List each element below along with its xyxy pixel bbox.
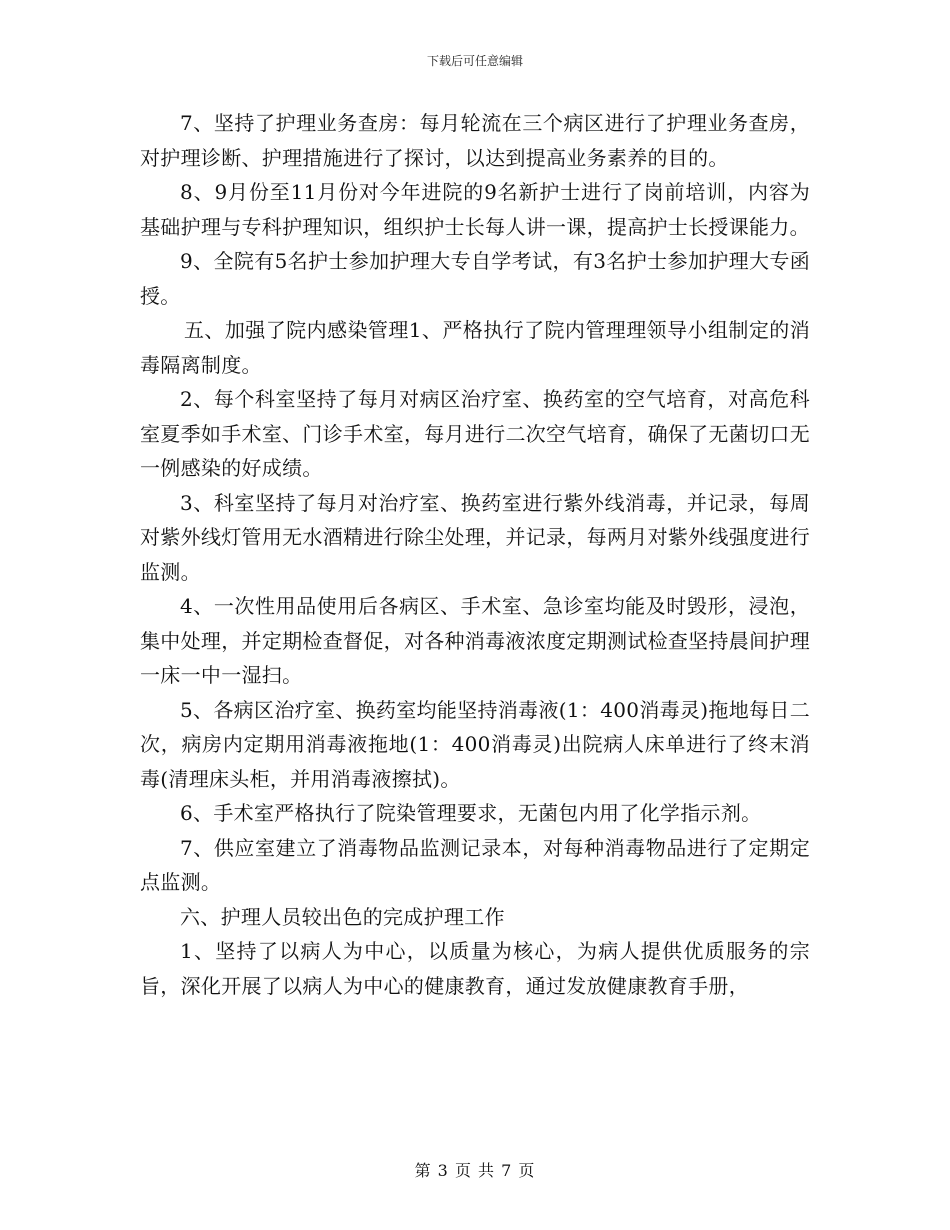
paragraph-item-1-patient-centered: 1、坚持了以病人为中心，以质量为核心，为病人提供优质服务的宗旨，深化开展了以病人为中心的健康教育，通过发放健康教育手册， bbox=[140, 939, 810, 998]
paragraph-item-2-air-culture: 2、每个科室坚持了每月对病区治疗室、换药室的空气培育，对高危科室夏季如手术室、门诊手术室，每月进行二次空气培育，确保了无菌切口无一例感染的好成绩。 bbox=[140, 387, 810, 480]
page-number-footer: 第 3 页 共 7 页 bbox=[414, 1161, 536, 1180]
paragraph-item-3-uv-disinfection: 3、科室坚持了每月对治疗室、换药室进行紫外线消毒，并记录，每周对紫外线灯管用无水酒精进行除尘处理，并记录，每两月对紫外线强度进行监测。 bbox=[140, 490, 810, 584]
paragraph-item-9-college-exams: 9、全院有5名护士参加护理大专自学考试，有3名护士参加护理大专函授。 bbox=[140, 249, 810, 308]
document-body bbox=[140, 106, 810, 1003]
page-header-note: 下载后可任意编辑 bbox=[426, 54, 523, 68]
paragraph-section-5-infection-control: 五、加强了院内感染管理1、严格执行了院内管理理领导小组制定的消毒隔离制度。 bbox=[140, 318, 810, 377]
paragraph-item-8-new-nurse-training: 8、9月份至11月份对今年进院的9名新护士进行了岗前培训，内容为基础护理与专科护理知识，组织护士长每人讲一课，提高护士长授课能力。 bbox=[140, 180, 810, 239]
paragraph-item-7-supply-monitoring: 7、供应室建立了消毒物品监测记录本，对每种消毒物品进行了定期定点监测。 bbox=[140, 835, 810, 894]
paragraph-item-4-disposables: 4、一次性用品使用后各病区、手术室、急诊室均能及时毁形，浸泡，集中处理，并定期检查督促，对各种消毒液浓度定期测试检查坚持晨间护理一床一中一湿扫。 bbox=[140, 594, 810, 687]
paragraph-item-7-ward-rounds: 7、坚持了护理业务查房：每月轮流在三个病区进行了护理业务查房，对护理诊断、护理措施进行了探讨，以达到提高业务素养的目的。 bbox=[140, 111, 810, 170]
paragraph-item-5-floor-disinfection: 5、各病区治疗室、换药室均能坚持消毒液(1：400消毒灵)拖地每日二次，病房内定期用消毒液拖地(1：400消毒灵)出院病人床单进行了终末消毒(清理床头柜，并用消毒液擦拭)。 bbox=[140, 697, 810, 791]
paragraph-item-6-surgery-indicators: 6、手术室严格执行了院染管理要求，无菌包内用了化学指示剂。 bbox=[180, 801, 762, 825]
paragraph-section-6-heading: 六、护理人员较出色的完成护理工作 bbox=[180, 904, 505, 929]
